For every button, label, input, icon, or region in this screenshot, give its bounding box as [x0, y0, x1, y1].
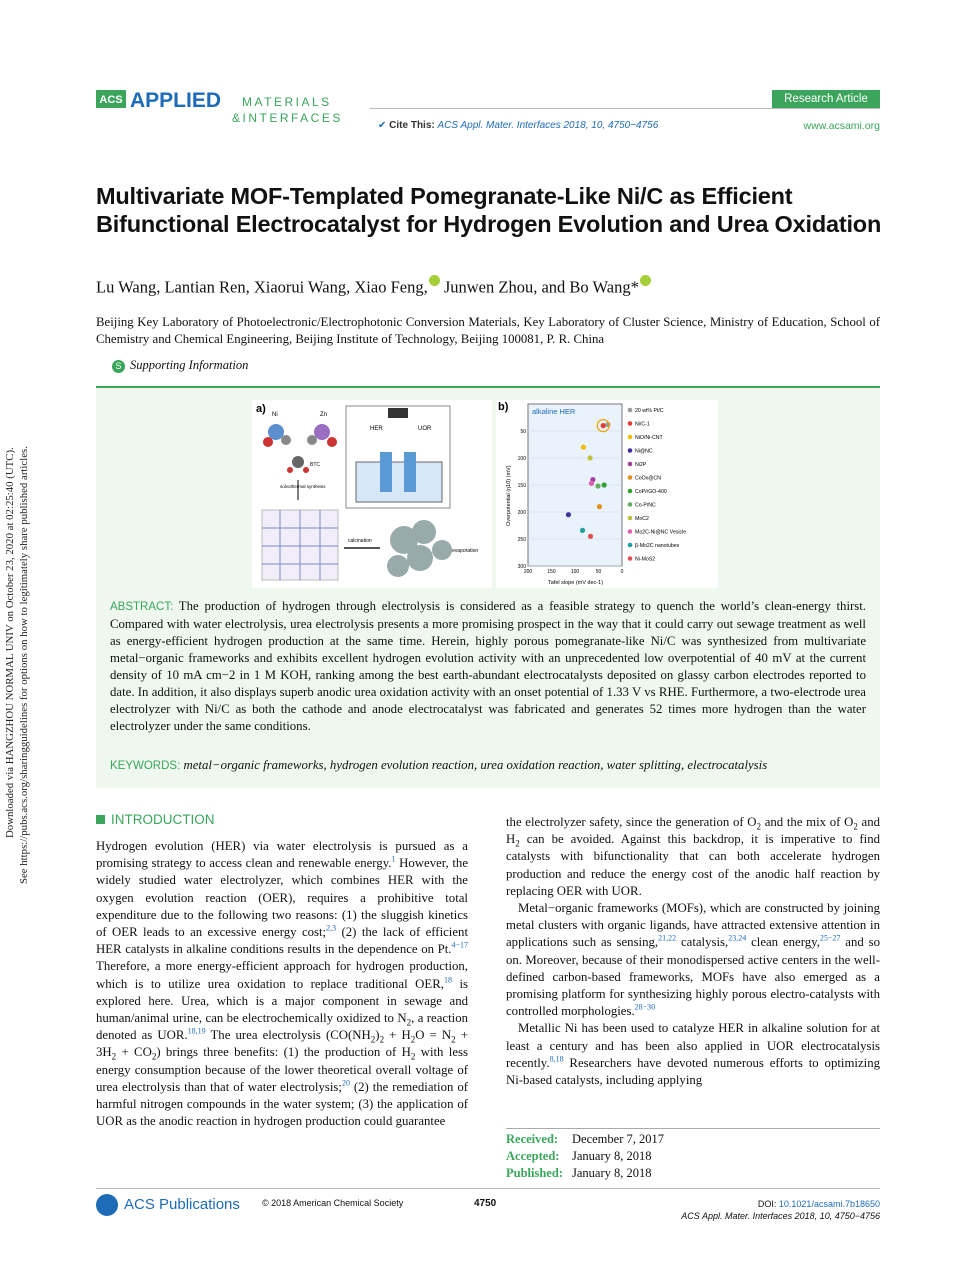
- chart-xlabel: Tafel slope (mV dec-1): [548, 580, 604, 586]
- cathode-icon: [380, 452, 392, 492]
- footer-divider: [96, 1188, 880, 1189]
- data-point: [588, 534, 593, 539]
- journal-website-link[interactable]: www.acsami.org: [803, 120, 880, 132]
- section-heading-introduction: [96, 812, 215, 827]
- supporting-information-link[interactable]: [112, 358, 248, 373]
- panel-a-label: a): [256, 403, 266, 415]
- legend-marker: [628, 489, 633, 494]
- abstract-text: The production of hydrogen through electrolysis is considered as a feasible strategy to quench the world’s clean-energy thirst. Compared with water electrolysis, urea electrolysis presents a more promising prospect in the way that it could carry out sewage treatment as well as energy-efficient hydrogen production at the same time. Herein, highly porous pomegranate-like Ni/C was synthesized from multivariate metal−organic frameworks and exhibits excellent hydrogen evolution activity with an unprecedented low overpotential of 40 mV at the current density of 10 mA cm−2 in 1 M KOH, ranking among the best earth-abundant electrocatalysts deposited on glassy carbon electrodes reported to date. In addition, it also displays superb anodic urea oxidation activity with an onset potential of 1.33 V vs RHE. Furthermore, a two-electrode urea electrolyzer with Ni/C as both the cathode and anode electrocatalyst was fabricated and generates 52 times more hydrogen than the water electrolyzer under the same conditions.: [110, 599, 867, 733]
- chart-ylabel: Overpotential (η10) (mV): [506, 465, 512, 526]
- zn-label: Zn: [320, 412, 328, 418]
- logo-applied: APPLIED: [130, 90, 222, 112]
- calcination-label: calcination: [348, 538, 372, 544]
- data-point: [602, 482, 607, 487]
- article-type-badge: Research Article: [772, 90, 880, 108]
- paragraph: the electrolyzer safety, since the generation of $O_2$ and the mix of $O_2$ and $H_2$ can be avoided. Against this backdrop, it is imperative to find catalysts with bifunctionality that can both accelerate hydrogen production and reduce the energy cost of the anodic half reaction by replacing OER with UOR.: [506, 815, 880, 898]
- legend-marker: [628, 502, 633, 507]
- legend-label: CoP/rGO-400: [635, 489, 667, 495]
- published-row: [506, 1165, 880, 1182]
- paragraph: Metal−organic frameworks (MOFs), which are constructed by joining metal clusters with organic ligands, have attracted extensive attention in applications such as sensing,$^{21,22}$ catalysis,$^{23,24}$ clean energy,$^{25-27}$ and so on. Moreover, because of their monodispersed active centers in the well-defined carbon-based frameworks, MOFs have also emerged as a promising platform for synthesizing highly porous electro-catalysts with controlled morphologies.$^{28-30}$: [506, 901, 880, 1019]
- side-line-1: Downloaded via HANGZHOU NORMAL UNIV on October 23, 2020 at 02:25:40 (UTC).: [4, 447, 16, 838]
- legend-marker: [628, 543, 633, 548]
- electrolyte-bath: [356, 462, 442, 502]
- paragraph: Hydrogen evolution (HER) via water electrolysis is pursued as a promising strategy to access clean and renewable energy.$^1$ However, the widely studied water electrolyzer, which combines HER with the oxygen evolution reaction (OER), requires a prohibitive total expenditure due to the following two reasons: (1) the sluggish kinetics of OER leads to an excessive energy cost;$^{2,3}$ (2) the lack of efficient HER catalysts in alkaline conditions results in the dependence on Pt.$^{4-17}$ Therefore, a more energy-efficient approach for hydrogen production, which is to utilize urea oxidation to replace traditional OER,$^{18}$ is explored here. Urea, which is a major component in sewage and human/animal urine, can be electrochemically oxidized to $N_2$, a reaction denoted as UOR.$^{18,19}$ The urea electrolysis $(CO(NH_2)_2 + H_2O = N_2 + 3H_2 + CO_2)$ brings three benefits: (1) the production of $H_2$ with less energy consumption because of the lower theoretical overall voltage of urea electrolysis than that of water electrolysis;$^{20}$ (2) the remediation of harmful nitrogen compounds in the water system; (3) the application of UOR as the anodic reaction in hydrogen production could guarantee: [96, 839, 468, 1129]
- legend-marker: [628, 462, 633, 467]
- x-tick-label: 100: [570, 569, 580, 575]
- received-date: December 7, 2017: [572, 1132, 664, 1146]
- legend-marker: [628, 435, 633, 440]
- cite-label: Cite This:: [389, 120, 435, 131]
- authors-end: Junwen Zhou, and Bo Wang*: [439, 277, 639, 297]
- data-point: [566, 512, 571, 517]
- page-number: 4750: [474, 1198, 497, 1209]
- chart-legend: [628, 408, 687, 563]
- article-title: Multivariate MOF-Templated Pomegranate-Like Ni/C as Efficient Bifunctional Electrocatalyst for Hydrogen Evolution and Urea Oxidation: [96, 183, 882, 237]
- cite-this[interactable]: [378, 120, 658, 131]
- doi-label: DOI:: [757, 1199, 777, 1209]
- journal-line: ACS Appl. Mater. Interfaces 2018, 10, 4750−4756: [681, 1211, 880, 1221]
- copyright: © 2018 American Chemical Society: [262, 1198, 404, 1208]
- solvothermal-label: solvothermal synthesis: [280, 484, 326, 489]
- published-label: Published:: [506, 1166, 563, 1180]
- keywords-text: metal−organic frameworks, hydrogen evolution reaction, urea oxidation reaction, water splitting, electrocatalysis: [183, 758, 768, 772]
- evaporation-label: evaporation: [452, 548, 479, 554]
- data-point: [589, 481, 594, 486]
- data-point: [580, 528, 585, 533]
- doi-block: [681, 1198, 880, 1222]
- legend-label: β-Mo2C nanotubes: [635, 543, 680, 549]
- legend-label: 20 wt% Pt/C: [635, 408, 664, 414]
- y-tick-label: 300: [517, 564, 526, 570]
- accepted-row: [506, 1148, 880, 1165]
- received-label: Received:: [506, 1132, 559, 1146]
- mof-cluster-zn-icon: [307, 424, 337, 447]
- acs-logo-icon: [96, 1194, 118, 1216]
- y-tick-label: 200: [517, 510, 526, 516]
- keywords: [110, 758, 866, 773]
- her-comparison-chart: [496, 400, 718, 588]
- accepted-label: Accepted:: [506, 1149, 560, 1163]
- cite-reference[interactable]: ACS Appl. Mater. Interfaces 2018, 10, 4750−4756: [437, 120, 659, 131]
- x-tick-label: 150: [547, 569, 556, 575]
- legend-marker: [628, 408, 633, 413]
- accepted-date: January 8, 2018: [572, 1149, 652, 1163]
- section-marker-icon: [96, 815, 105, 824]
- ni-label: Ni: [272, 412, 278, 418]
- legend-marker: [628, 516, 633, 521]
- pomegranate-particles-icon: [387, 520, 452, 577]
- body-column-left: [96, 838, 468, 1130]
- cite-icon: ✔: [378, 120, 387, 131]
- panel-b-label: b): [498, 401, 509, 413]
- mof-cluster-ni-icon: [263, 424, 291, 447]
- side-download-notice: [0, 0, 30, 1273]
- y-tick-label: 150: [517, 483, 526, 489]
- legend-label: Ni2P: [635, 462, 647, 468]
- legend-label: Ni/C-1: [635, 421, 650, 428]
- btc-linker-icon: [287, 456, 309, 473]
- published-date: January 8, 2018: [572, 1166, 652, 1180]
- data-point: [595, 483, 600, 488]
- abstract: [110, 598, 866, 735]
- legend-label: Co-P/NC: [635, 502, 656, 509]
- legend-marker: [628, 448, 633, 453]
- toc-schematic: [252, 400, 492, 588]
- acs-publications-logo[interactable]: [96, 1194, 240, 1216]
- legend-label: NiO/Ni-CNT: [635, 435, 663, 441]
- article-dates: [506, 1128, 880, 1182]
- supporting-info-icon: S: [112, 360, 125, 373]
- legend-marker: [628, 556, 633, 561]
- orcid-icon[interactable]: [429, 275, 440, 286]
- legend-label: Mo2C-Ni@NC Vesicle: [635, 529, 687, 536]
- logo-acs: ACS: [99, 94, 123, 106]
- battery-icon: [388, 408, 408, 418]
- y-tick-label: 250: [517, 537, 526, 543]
- publisher-name: ACS Publications: [124, 1195, 240, 1213]
- paragraph: Metallic Ni has been used to catalyze HER in alkaline solution for at least a century and has been also applied in UOR electrocatalysis recently.$^{8,18}$ Researchers have devoted numerous efforts to optimizing Ni-based catalysts, including applying: [506, 1021, 880, 1088]
- btc-label: BTC: [310, 462, 320, 468]
- her-label: HER: [370, 426, 383, 432]
- y-tick-label: 50: [520, 429, 526, 435]
- logo-interfaces: &INTERFACES: [232, 111, 343, 125]
- abstract-label: ABSTRACT:: [110, 601, 174, 613]
- plot-title: alkaline HER: [532, 407, 576, 416]
- author-list: [96, 275, 651, 298]
- legend-label: CoOx@CN: [635, 475, 662, 482]
- orcid-icon[interactable]: [640, 275, 651, 286]
- legend-marker: [628, 529, 633, 534]
- section-heading-text: INTRODUCTION: [111, 812, 215, 827]
- legend-label: Ni-MoS2: [635, 556, 656, 563]
- x-tick-label: 50: [595, 569, 602, 575]
- header-divider: [370, 108, 880, 109]
- y-tick-label: 100: [517, 456, 526, 462]
- affiliation: Beijing Key Laboratory of Photoelectronic/Electrophotonic Conversion Materials, Key Laboratory of Cluster Science, Ministry of Education, School of Chemistry and Chemical Engineering, Beijing Institute of Technology, Beijing 100081, P. R. China: [96, 315, 880, 346]
- logo-materials: MATERIALS: [242, 95, 332, 109]
- keywords-label: KEYWORDS:: [110, 760, 181, 772]
- uor-label: UOR: [418, 426, 432, 432]
- x-ticks: [524, 569, 624, 575]
- data-point: [601, 423, 606, 428]
- journal-logo: [96, 90, 366, 126]
- x-tick-label: 200: [523, 569, 533, 575]
- legend-label: MoC2: [635, 516, 649, 522]
- data-point: [581, 445, 586, 450]
- data-point: [587, 455, 592, 460]
- authors-main: Lu Wang, Lantian Ren, Xiaorui Wang, Xiao Feng,: [96, 277, 428, 297]
- legend-marker: [628, 475, 633, 480]
- doi-link[interactable]: 10.1021/acsami.7b18650: [778, 1199, 880, 1209]
- legend-label: Ni@NC: [635, 448, 653, 455]
- body-column-right: [506, 814, 880, 1089]
- legend-marker: [628, 421, 633, 426]
- anode-icon: [404, 452, 416, 492]
- supporting-info-label: Supporting Information: [130, 358, 249, 372]
- received-row: [506, 1131, 880, 1148]
- data-point: [597, 504, 602, 509]
- side-line-2: See https://pubs.acs.org/sharingguidelines for options on how to legitimately share published articles.: [18, 446, 30, 884]
- x-tick-label: 0: [620, 569, 624, 575]
